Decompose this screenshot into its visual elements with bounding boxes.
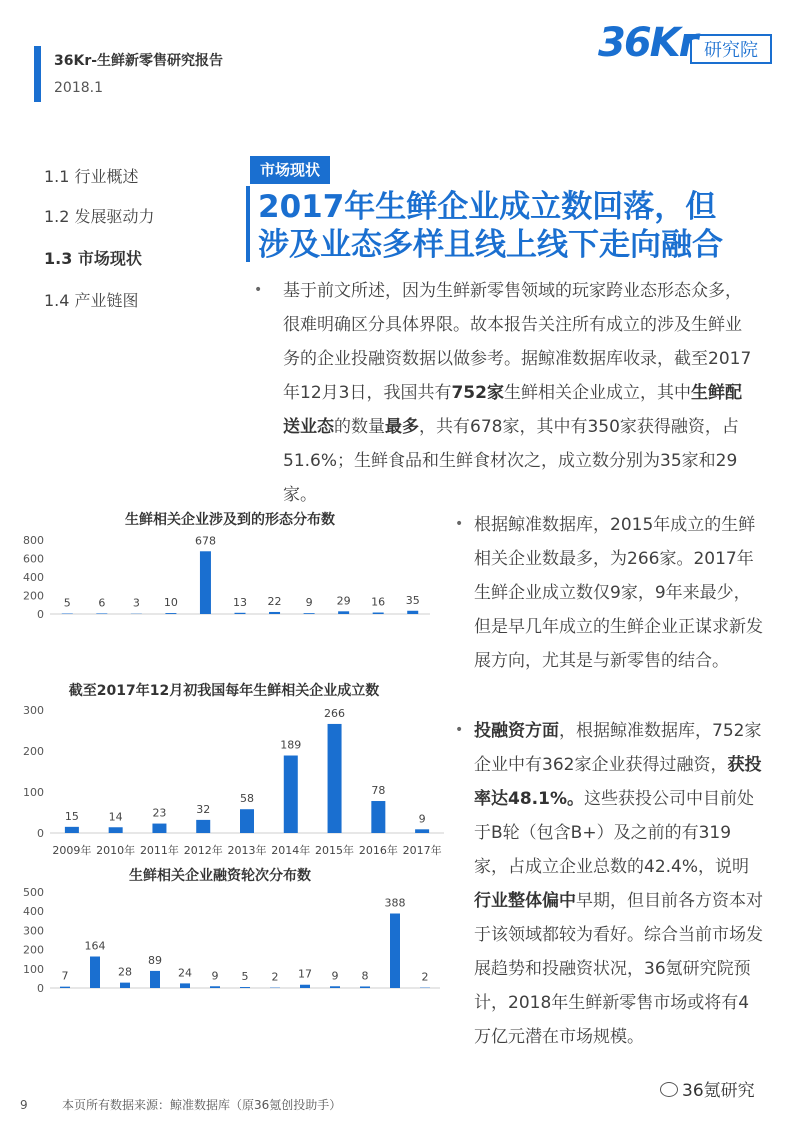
y-tick-label: 100: [23, 962, 44, 976]
y-tick-label: 0: [37, 827, 44, 840]
data-label: 89: [148, 953, 162, 967]
y-tick-label: 200: [23, 745, 44, 758]
nav-item-industry-chain[interactable]: 1.4 产业链图: [44, 291, 139, 310]
page-number: 9: [20, 1098, 28, 1112]
data-label: 14: [108, 810, 123, 824]
bar: [150, 971, 160, 988]
data-label: 5: [63, 596, 71, 610]
page-title: [258, 188, 758, 264]
x-tick-label: 2009年: [52, 844, 92, 857]
wechat-account: [660, 1076, 755, 1101]
y-tick-label: 200: [23, 589, 44, 603]
page-title-line-1: 2017年生鲜企业成立数回落，但: [258, 189, 717, 225]
y-tick-label: 300: [23, 924, 44, 938]
data-label: 189: [280, 738, 302, 752]
bar: [210, 986, 220, 988]
x-tick-label: 2015年: [315, 844, 355, 857]
chart-yearly-founding: [0, 696, 450, 866]
logo-label: 研究院: [690, 34, 772, 64]
bar: [180, 983, 190, 988]
bar: [300, 985, 310, 988]
logo-mark: 36Kr: [598, 20, 697, 66]
paragraph-1: 基于前文所述，因为生鲜新零售领域的玩家跨业态形态众多，很难明确区分具体界限。故本报告关注所有成立的涉及生鲜业务的企业投融资数据以做参考。据鲸准数据库收录，截至2017年12月3日，我国共有752家生鲜相关企业成立，其中生鲜配送业态的数量最多，共有678家，其中有350家获得融资，占51.6%；生鲜食品和生鲜食材次之，成立数分别为35家和29家。: [283, 281, 752, 505]
bar: [415, 829, 429, 833]
bar: [373, 613, 384, 614]
data-label: 164: [84, 939, 106, 953]
bar: [371, 801, 385, 833]
title-accent-bar: [246, 186, 250, 262]
data-label: 24: [178, 966, 192, 980]
data-label: 17: [298, 967, 312, 981]
data-label: 678: [194, 534, 216, 548]
report-date: 2018.1: [54, 80, 103, 96]
data-label: 9: [418, 812, 426, 826]
data-label: 10: [163, 596, 178, 610]
bar: [240, 809, 254, 833]
bar: [200, 551, 211, 614]
x-tick-label: 2012年: [183, 844, 223, 857]
data-label: 15: [64, 809, 79, 823]
bar: [284, 756, 298, 833]
bar: [235, 613, 246, 614]
bar: [304, 613, 315, 614]
y-tick-label: 500: [23, 886, 44, 899]
y-tick-label: 400: [23, 905, 44, 919]
data-label: 8: [361, 969, 369, 983]
data-label: 2: [271, 970, 279, 984]
data-label: 7: [61, 969, 69, 983]
nav-item-market-status[interactable]: 1.3 市场现状: [44, 249, 142, 268]
bullet-3: •: [455, 722, 464, 738]
y-tick-label: 800: [23, 534, 44, 547]
wechat-account-name: 36氪研究: [682, 1081, 755, 1101]
bar: [330, 986, 340, 988]
data-label: 78: [371, 784, 386, 798]
data-label: 29: [336, 594, 351, 608]
data-label: 2: [421, 970, 429, 984]
nav-item-overview[interactable]: 1.1 行业概述: [44, 167, 139, 186]
bar: [407, 611, 418, 614]
y-tick-label: 300: [23, 704, 44, 717]
data-label: 58: [240, 792, 254, 806]
y-tick-label: 0: [37, 982, 44, 995]
data-label: 6: [98, 596, 106, 610]
data-label: 28: [118, 965, 132, 979]
y-tick-label: 100: [23, 786, 44, 799]
data-source-note: 本页所有数据来源：鲸准数据库（原36氪创投助手）: [62, 1098, 342, 1112]
data-label: 3: [132, 596, 140, 610]
bar: [390, 914, 400, 988]
bar: [338, 611, 349, 614]
bar: [152, 824, 166, 833]
data-label: 22: [267, 594, 282, 608]
chart-3-title: 生鲜相关企业融资轮次分布数: [129, 868, 311, 884]
data-label: 388: [384, 896, 406, 910]
data-label: 266: [324, 706, 346, 720]
bar: [240, 987, 250, 988]
y-tick-label: 200: [23, 943, 44, 957]
bar: [96, 613, 107, 614]
bar: [109, 827, 123, 833]
data-label: 35: [405, 593, 420, 607]
bullet-2: •: [455, 516, 464, 532]
bar: [360, 986, 370, 988]
paragraph-3: 投融资方面，根据鲸准数据库，752家企业中有362家企业获得过融资，获投率达48.1%。这些获投公司中目前处于B轮（包含B+）及之前的有319家，占成立企业总数的42.4%，说明行业整体偏中早期，但目前各方资本对于该领域都较为看好。综合当前市场发展趋势和投融资状况，36氪研究院预计，2018年生鲜新零售市场或将有4万亿元潜在市场规模。: [474, 721, 763, 1047]
bar: [196, 820, 210, 833]
bar: [165, 613, 176, 614]
logo: [598, 22, 774, 72]
bar: [120, 983, 130, 988]
nav-item-drivers[interactable]: 1.2 发展驱动力: [44, 207, 155, 226]
data-label: 9: [331, 969, 339, 983]
chart-1-title: 生鲜相关企业涉及到的形态分布数: [125, 512, 335, 528]
data-label: 23: [152, 806, 167, 820]
chart-form-distribution: [0, 526, 440, 626]
x-tick-label: 2016年: [358, 844, 398, 857]
x-tick-label: 2014年: [271, 844, 311, 857]
y-tick-label: 600: [23, 552, 44, 566]
report-title: 36Kr-生鲜新零售研究报告: [54, 53, 224, 69]
wechat-icon: [660, 1082, 678, 1097]
x-tick-label: 2017年: [402, 844, 442, 857]
bar: [60, 987, 70, 988]
bar: [269, 612, 280, 614]
bar: [328, 724, 342, 833]
page-title-line-2: 涉及业态多样且线上线下走向融合: [258, 227, 723, 263]
data-label: 9: [211, 969, 219, 983]
section-tag: 市场现状: [250, 156, 330, 184]
x-tick-label: 2011年: [139, 844, 179, 857]
y-tick-label: 0: [37, 608, 44, 621]
bar: [90, 957, 100, 988]
bar: [65, 827, 79, 833]
data-label: 9: [305, 596, 313, 610]
x-tick-label: 2010年: [96, 844, 136, 857]
y-tick-label: 400: [23, 571, 44, 584]
chart-2-title: 截至2017年12月初我国每年生鲜相关企业成立数: [68, 683, 380, 699]
data-label: 5: [241, 970, 249, 984]
x-tick-label: 2013年: [227, 844, 267, 857]
paragraph-2: 根据鲸准数据库，2015年成立的生鲜相关企业数最多，为266家。2017年生鲜企业成立数仅9家，9年来最少，但是早几年成立的生鲜企业正谋求新发展方向，尤其是与新零售的结合。: [474, 515, 763, 671]
data-label: 32: [196, 802, 211, 816]
chart-funding-rounds: [0, 882, 450, 997]
data-label: 13: [233, 595, 247, 609]
data-label: 16: [371, 595, 386, 609]
bullet-1: •: [254, 282, 263, 298]
header-accent-bar: [34, 46, 41, 102]
